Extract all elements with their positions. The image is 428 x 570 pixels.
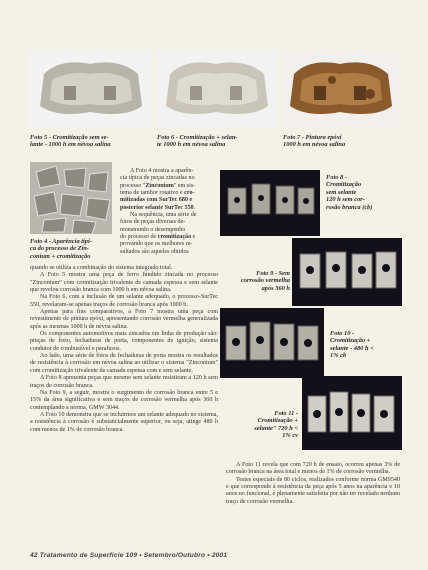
body-column-left (30, 265, 218, 434)
body-column-right (226, 462, 400, 506)
caption-line: Foto 6 - Cromitização + selan- (157, 134, 238, 141)
photo-11 (302, 376, 402, 450)
photo-6 (156, 50, 278, 128)
caption-line: Cromitização + (257, 417, 298, 425)
text-bold: mitizadas com SurTec 680 e (120, 197, 193, 204)
caption-foto-11 (228, 410, 298, 440)
text-line: cia típica de peças zincadas no (120, 175, 195, 182)
caption-line: conium + cromitização (30, 252, 91, 260)
text-line: posterior selante SurTec 550. (120, 204, 196, 211)
text-line (120, 234, 216, 241)
paragraph: Os componentes automotivos mais zincados em linha de produção são: pinças de freio, fechaduras de porta, componentes de ignição, sistema condutor de combustível e parafusos. (30, 331, 218, 352)
paragraph: Na Foto 6, com a inclusão de um selante adequado, o processo-SurTec 550, revelaram-se apenas traços de corrosão branca após 1000 h. (30, 294, 218, 308)
caption-line: te 1000 h em névoa salina (157, 141, 226, 149)
text-bold: Zinconium (145, 182, 174, 189)
text-span: e (191, 234, 196, 241)
text-line: provando que os melhores re- (120, 241, 193, 248)
caption-line: selante" 720 h < (254, 424, 298, 432)
paragraph: Na Foto 9, a seguir, mostra o surgimento de corrosão branca entre 5 e 15% da área significativa e sem traços de corrosão vermelha após 360 h contemplando a norma, GMW 3044. (30, 389, 218, 411)
caption-line: Foto 4 - Aparência típi- (30, 238, 92, 245)
caption-line: Foto 10 - (330, 330, 355, 337)
caption-line: Foto 8 - (326, 174, 347, 181)
paragraph: A Foto 5 mostra uma peça de ferro fundido zincada no processo "Zinconium" com cromitização trivalente de camada espessa e sem selante que revelou corrosão branca com 1000 h em névoa salina. (30, 272, 218, 294)
caption-foto-4 (30, 238, 116, 260)
text-line (120, 197, 216, 204)
text-span: " em sis- (173, 182, 196, 189)
photo-9 (292, 238, 402, 306)
photo-7 (282, 50, 400, 128)
caption-foto-6 (157, 134, 282, 149)
caption-line: corrosão vermelha (240, 277, 290, 285)
text-line (120, 190, 216, 197)
paragraph: Ao lado, uma série de fotos de fechaduras de porta mostra os resultados de resistência à corrosão em névoa salina ao utilizar o sistema "Zinconium" com cromitização trivalente de camada espessa com e sem selante. (30, 353, 218, 374)
caption-line: 1000 h em névoa salina (283, 141, 346, 149)
text-line: A Foto 4 mostra a aparên- (130, 168, 194, 174)
text-line: fotos de peças diversas de- (120, 219, 186, 226)
paragraph-intro (120, 168, 216, 256)
photo-8 (220, 170, 320, 236)
caption-line: Cromitização + (330, 337, 371, 345)
text-line: Na sequência, uma série de (130, 212, 197, 219)
caption-line: lante - 1000 h em névoa salina (30, 141, 111, 149)
caption-line: selante - 480 h < (330, 344, 374, 352)
paragraph: quando se utiliza a combinação do sistema integrado total. (30, 265, 173, 271)
page-footer: 42 Tratamento de Superfície 109 • Setembro/Outubro • 2001 (30, 552, 228, 559)
caption-line: rosão branca (cb) (326, 203, 373, 211)
caption-foto-7 (283, 134, 401, 149)
caption-line: ca do processo de Zin- (30, 245, 89, 253)
caption-line: 1% cb (330, 352, 347, 360)
caption-foto-8 (326, 174, 396, 211)
text-span: tema de tambor rotativo e (120, 190, 185, 197)
caption-line: 120 h sem cor- (326, 196, 365, 204)
text-bold: posterior selante SurTec 550 (120, 204, 194, 211)
caption-foto-10 (330, 330, 400, 360)
caption-line: 1% cv (282, 432, 298, 440)
caption-line: sem selante (326, 188, 357, 196)
paragraph: A Foto 10 demonstra que se incluirmos um selante adequado no sistema, a resistência à corrosão é substancialmente superior, ou seja, atinge 480 h com menos de 1% de corrosão branca. (30, 411, 218, 433)
text-bold: cromitização (157, 234, 192, 241)
caption-foto-9 (222, 270, 290, 292)
caption-line: Foto 11 - (274, 410, 298, 417)
text-line: sultados são aqueles obtidos (120, 248, 189, 255)
photo-4 (30, 162, 112, 234)
caption-foto-5 (30, 134, 155, 149)
caption-line: Cromitização (326, 181, 362, 189)
text-bold: cro- (184, 190, 195, 197)
text-line: monstrando o desempenho (120, 226, 186, 233)
text-span: do processo de (120, 234, 158, 241)
caption-line: Foto 5 - Cromitização sem se- (30, 134, 109, 141)
caption-line: Foto 7 - Pintura epóxi (283, 134, 342, 141)
text-span: processo " (120, 182, 146, 189)
photo-10 (220, 308, 324, 378)
text-line (120, 183, 216, 190)
paragraph: A Foto 11 revela que com 720 h de ensaio, ocorreu apenas 3% de corrosão branca na área total e menos de 1% de corrosão vermelha. (226, 462, 400, 476)
caption-line: Foto 9 - Sem (256, 270, 290, 277)
paragraph: A Foto 8 apresenta peças que mesmo sem selante resistiram a 120 h sem traços de corrosão branca. (30, 375, 218, 389)
paragraph: Testes especiais de 80 ciclos, realizados conforme norma GM9540 e que corresponde à resistência da peça após 5 anos na aparência e 10 anos no funcional, é plenamente satisfeita por não ter revelado nenhum traço de corrosão vermelha. (226, 476, 400, 505)
photo-5 (30, 50, 152, 128)
paragraph: Apenas para fins comparativos, a Foto 7 mostra uma peça com revestimento de pintura epóxi, apresentando corrosão vermelha generalizada após as mesmas 1000 h de névoa salina. (30, 309, 218, 330)
caption-line: após 360 h (261, 284, 290, 292)
